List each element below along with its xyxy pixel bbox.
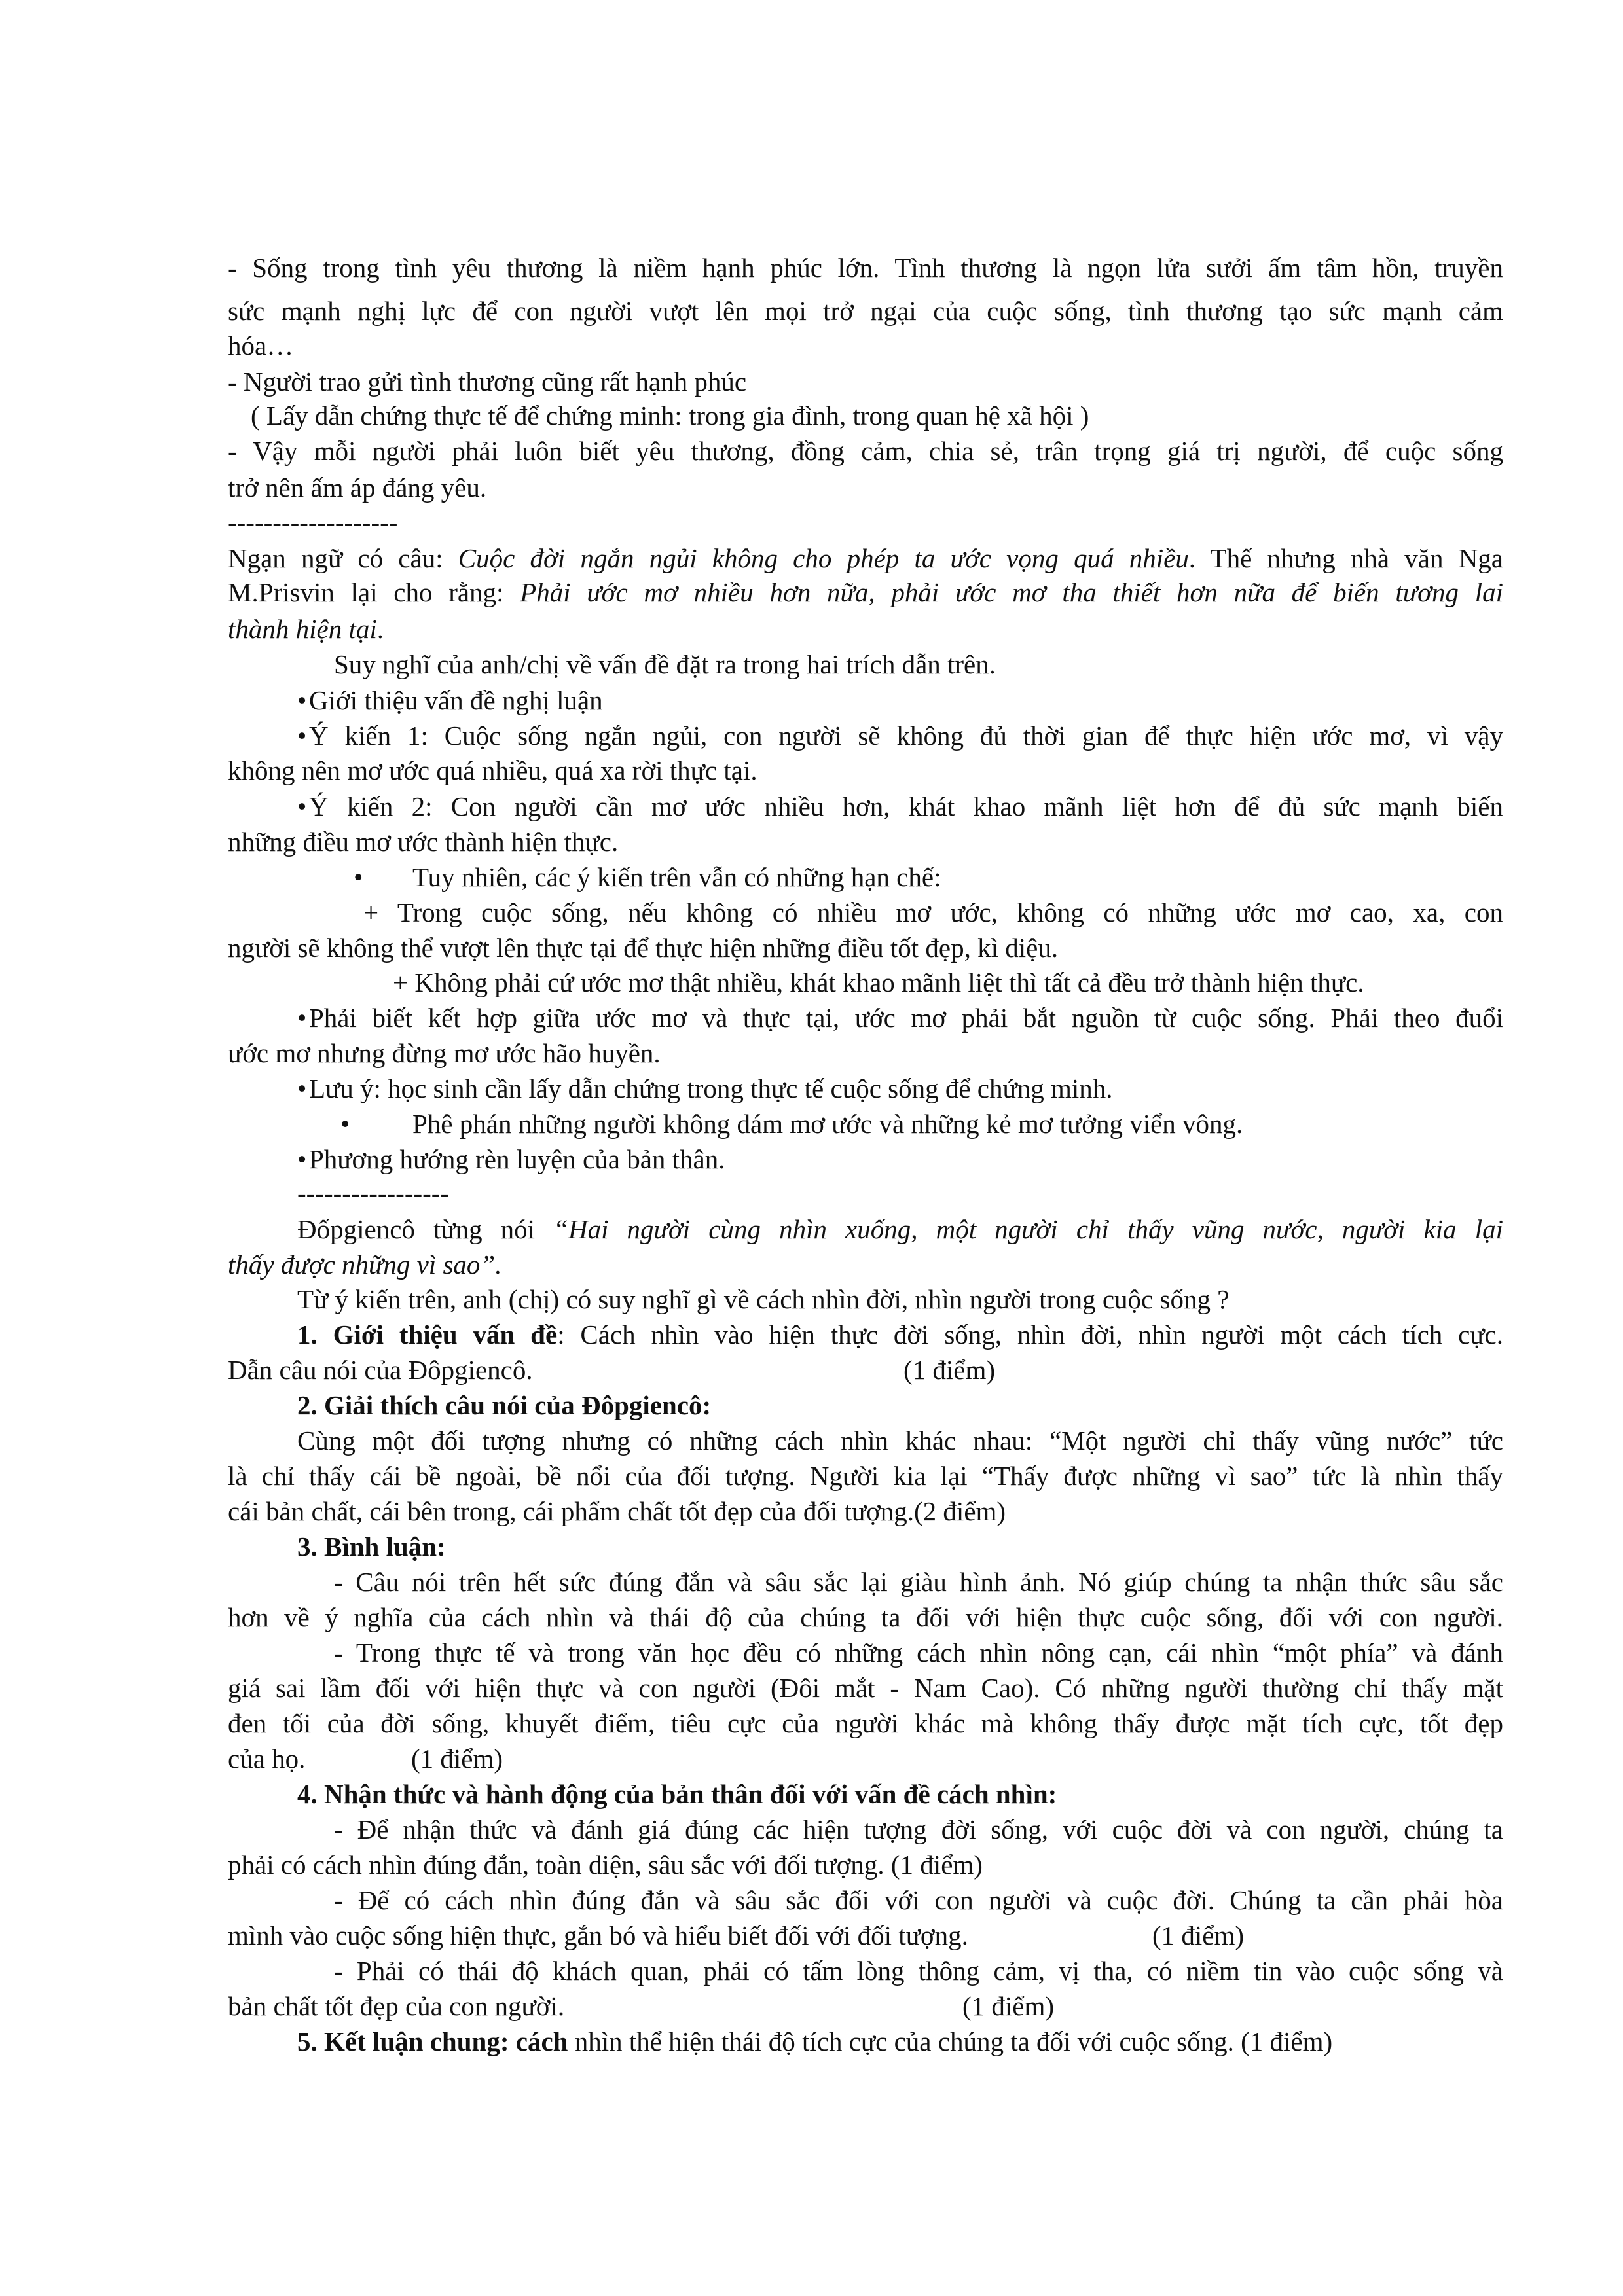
paragraph-line <box>228 575 1503 610</box>
paragraph-line <box>297 2024 1332 2059</box>
paragraph-line: + Trong cuộc sống, nếu không có nhiều mơ ước, không có những ước mơ cao, xa, con <box>363 897 1503 927</box>
paragraph-line: đen tối của đời sống, khuyết điểm, tiêu cực của người khác mà không thấy được mặt tích cực, tốt đẹp <box>228 1708 1503 1738</box>
heading: 2. Giải thích câu nói của Đôpgiencô: <box>297 1390 712 1420</box>
text: Tuy nhiên, các ý kiến trên vẫn có những hạn chế: <box>412 862 941 892</box>
paragraph-line <box>228 611 384 647</box>
paragraph-line: - Vậy mỗi người phải luôn biết yêu thương, đồng cảm, chia sẻ, trân trọng giá trị người, để cuộc sống <box>228 436 1503 466</box>
heading: 3. Bình luận: <box>297 1532 446 1562</box>
paragraph-line: người sẽ không thể vượt lên thực tại để thực hiện những điều tốt đẹp, kì diệu. <box>228 933 1059 963</box>
bullet-icon: • <box>297 685 307 715</box>
text: Giới thiệu vấn đề nghị luận <box>309 685 603 715</box>
text: M.Prisvin lại cho rằng: <box>228 577 520 607</box>
bullet-icon: • <box>297 1073 307 1103</box>
bullet-item <box>297 1000 1503 1035</box>
bullet-item <box>297 789 1503 824</box>
paragraph-line: - Trong thực tế và trong văn học đều có những cách nhìn nông cạn, cái nhìn “một phía” và đánh <box>334 1638 1503 1668</box>
paragraph-line: của họ. <box>228 1744 306 1774</box>
heading: 4. Nhận thức và hành động của bản thân đối với vấn đề cách nhìn: <box>297 1779 1057 1809</box>
paragraph-line: Dẫn câu nói của Đôpgiencô. <box>228 1355 533 1385</box>
text: Phải biết kết hợp giữa ước mơ và thực tại, ước mơ phải bắt nguồn từ cuộc sống. Phải theo đuổi <box>309 1003 1503 1033</box>
bullet-icon: • <box>297 1144 307 1174</box>
quote-text: Phải ước mơ nhiều hơn nữa, phải ước mơ tha thiết hơn nữa để biến tương lai <box>520 577 1504 607</box>
paragraph-line: giá sai lầm đối với hiện thực và con người (Đôi mắt - Nam Cao). Có những người thường chỉ thấy mặt <box>228 1673 1503 1703</box>
bullet-item <box>297 683 603 718</box>
text: . Thế nhưng nhà văn Nga <box>1188 543 1504 573</box>
paragraph-line: Cùng một đối tượng nhưng có những cách nhìn khác nhau: “Một người chỉ thấy vũng nước” tức <box>297 1426 1503 1456</box>
paragraph-line: sức mạnh nghị lực để con người vượt lên mọi trở ngại của cuộc sống, tình thương tạo sức mạnh cảm <box>228 296 1503 326</box>
quote-text: thấy được những vì sao”. <box>228 1249 502 1280</box>
heading: 5. Kết luận chung: cách <box>297 2026 568 2056</box>
bullet-item <box>354 859 941 895</box>
paragraph-line <box>297 1317 1503 1352</box>
paragraph-line: - Sống trong tình yêu thương là niềm hạnh phúc lớn. Tình thương là ngọn lửa sưởi ấm tâm hồn, truyền <box>228 253 1503 283</box>
bullet-item <box>340 1106 1243 1141</box>
bullet-item <box>297 718 1503 753</box>
text: Phê phán những người không dám mơ ước và những kẻ mơ tưởng viển vông. <box>412 1109 1243 1139</box>
paragraph-line: hơn về ý nghĩa của cách nhìn và thái độ của chúng ta đối với hiện thực cuộc sống, đối với con người. <box>228 1602 1503 1632</box>
text: Ý kiến 2: Con người cần mơ ước nhiều hơn, khát khao mãnh liệt hơn để đủ sức mạnh biến <box>309 791 1503 821</box>
score-label: (1 điểm) <box>962 1991 1055 2021</box>
bullet-icon: • <box>297 1003 307 1033</box>
separator: ------------------- <box>228 507 398 537</box>
paragraph-line: là chỉ thấy cái bề ngoài, bề nổi của đối tượng. Người kia lại “Thấy được những vì sao” tức là nhìn thấy <box>228 1461 1503 1491</box>
paragraph-line: những điều mơ ước thành hiện thực. <box>228 827 619 857</box>
paragraph-line: phải có cách nhìn đúng đắn, toàn diện, sâu sắc với đối tượng. (1 điểm) <box>228 1850 983 1880</box>
quote-text: Cuộc đời ngắn ngủi không cho phép ta ước vọng quá nhiều <box>458 543 1189 573</box>
paragraph-line: trở nên ấm áp đáng yêu. <box>228 473 487 503</box>
question-text: Từ ý kiến trên, anh (chị) có suy nghĩ gì về cách nhìn đời, nhìn người trong cuộc sống ? <box>297 1284 1230 1314</box>
heading: 1. Giới thiệu vấn đề <box>297 1319 558 1350</box>
text: Lưu ý: học sinh cần lấy dẫn chứng trong thực tế cuộc sống để chứng minh. <box>309 1073 1113 1103</box>
text: Ý kiến 1: Cuộc sống ngắn ngủi, con người sẽ không đủ thời gian để thực hiện ước mơ, vì vậy <box>309 721 1503 751</box>
bullet-item <box>297 1071 1113 1106</box>
paragraph-line: không nên mơ ước quá nhiều, quá xa rời thực tại. <box>228 755 757 785</box>
text: Đốpgiencô từng nói <box>297 1214 554 1244</box>
paragraph-line: - Câu nói trên hết sức đúng đắn và sâu sắc lại giàu hình ảnh. Nó giúp chúng ta nhận thức sâu sắc <box>334 1567 1503 1597</box>
paragraph-line: + Không phải cứ ước mơ thật nhiều, khát khao mãnh liệt thì tất cả đều trở thành hiện thực. <box>393 967 1364 997</box>
paragraph-line: bản chất tốt đẹp của con người. <box>228 1991 565 2021</box>
paragraph-line: cái bản chất, cái bên trong, cái phẩm chất tốt đẹp của đối tượng.(2 điểm) <box>228 1496 1006 1526</box>
paragraph-line <box>297 1211 1503 1247</box>
bullet-icon: • <box>340 1109 350 1139</box>
text: : Cách nhìn vào hiện thực đời sống, nhìn đời, nhìn người một cách tích cực. <box>557 1319 1503 1350</box>
text: Ngạn ngữ có câu: <box>228 543 458 573</box>
prompt-text: Suy nghĩ của anh/chị về vấn đề đặt ra trong hai trích dẫn trên. <box>334 649 996 679</box>
paragraph-line: - Để có cách nhìn đúng đắn và sâu sắc đối với con người và cuộc đời. Chúng ta cần phải hòa <box>334 1885 1503 1915</box>
text: Phương hướng rèn luyện của bản thân. <box>309 1144 725 1174</box>
bullet-icon: • <box>297 721 307 751</box>
bullet-item <box>297 1141 725 1177</box>
quote-text: “Hai người cùng nhìn xuống, một người chỉ thấy vũng nước, người kia lại <box>553 1214 1503 1244</box>
quote-text: thành hiện tại <box>228 614 377 644</box>
paragraph-line: ước mơ nhưng đừng mơ ước hão huyền. <box>228 1038 661 1068</box>
text: . <box>376 614 384 644</box>
score-label: (1 điểm) <box>903 1355 996 1385</box>
bullet-icon: • <box>354 862 363 892</box>
paragraph-line: - Người trao gửi tình thương cũng rất hạnh phúc <box>228 367 747 397</box>
paragraph-line: mình vào cuộc sống hiện thực, gắn bó và hiểu biết đối với đối tượng. <box>228 1920 968 1950</box>
paragraph-line: ( Lấy dẫn chứng thực tế để chứng minh: trong gia đình, trong quan hệ xã hội ) <box>251 401 1089 431</box>
score-label: (1 điểm) <box>1152 1920 1245 1950</box>
bullet-icon: • <box>297 791 307 821</box>
score-label: (1 điểm) <box>411 1744 503 1774</box>
paragraph-line: hóa… <box>228 331 294 361</box>
text: nhìn thể hiện thái độ tích cực của chúng ta đối với cuộc sống. (1 điểm) <box>568 2026 1333 2056</box>
paragraph-line: - Phải có thái độ khách quan, phải có tấm lòng thông cảm, vị tha, có niềm tin vào cuộc sống và <box>334 1956 1503 1986</box>
paragraph-line <box>228 541 1503 576</box>
separator: ----------------- <box>297 1178 450 1208</box>
paragraph-line: - Để nhận thức và đánh giá đúng các hiện tượng đời sống, với cuộc đời và con người, chúng ta <box>334 1814 1503 1844</box>
